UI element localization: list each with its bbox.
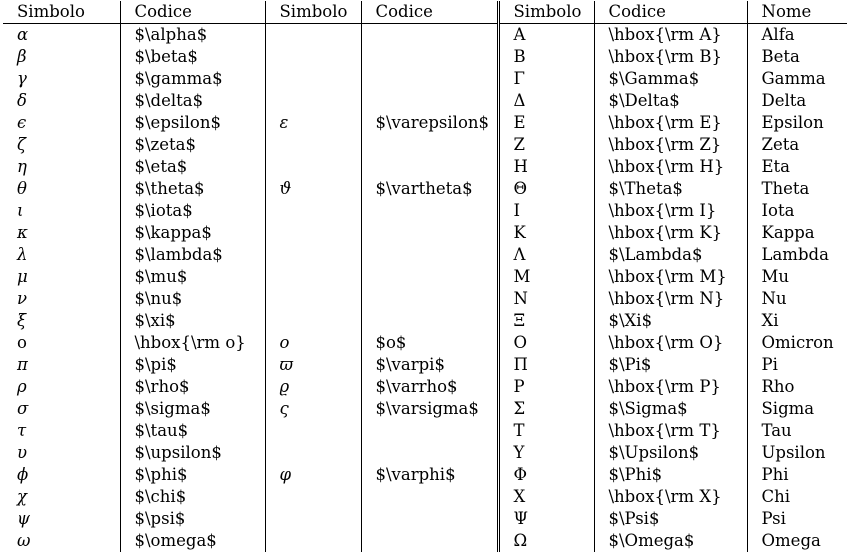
variant-code-cell — [361, 24, 498, 47]
lowercase-symbol-cell: λ — [17, 245, 28, 264]
letter-name-cell: Kappa — [747, 222, 847, 244]
uppercase-code-cell: $\Xi$ — [594, 310, 747, 332]
lowercase-symbol-cell: τ — [17, 421, 27, 440]
uppercase-code-cell: \hbox{\rm O} — [594, 332, 747, 354]
variant-code-cell — [361, 288, 498, 310]
variant-code-cell: $\varphi$ — [361, 464, 498, 486]
uppercase-code-cell: \hbox{\rm P} — [594, 376, 747, 398]
lowercase-symbol-cell: ϕ — [17, 465, 29, 484]
letter-name-cell: Tau — [747, 420, 847, 442]
uppercase-code-cell: $\Lambda$ — [594, 244, 747, 266]
variant-symbol-cell — [265, 530, 361, 552]
lowercase-code-cell: $\eta$ — [120, 156, 265, 178]
table-row — [3, 530, 847, 552]
lowercase-code-cell: $\kappa$ — [120, 222, 265, 244]
header-codice-variant: Codice — [361, 1, 498, 24]
letter-name-cell: Omega — [747, 530, 847, 552]
table-row — [3, 266, 847, 288]
table-row — [3, 222, 847, 244]
lowercase-symbol-cell: σ — [17, 399, 29, 418]
uppercase-symbol-cell: P — [498, 376, 594, 398]
greek-letters-table — [3, 1, 847, 552]
uppercase-code-cell: $\Sigma$ — [594, 398, 747, 420]
variant-symbol-cell — [265, 486, 361, 508]
variant-symbol-cell — [265, 310, 361, 332]
letter-name-cell: Beta — [747, 46, 847, 68]
variant-symbol-cell — [265, 90, 361, 112]
letter-name-cell: Rho — [747, 376, 847, 398]
letter-name-cell: Eta — [747, 156, 847, 178]
lowercase-code-cell: $\rho$ — [120, 376, 265, 398]
variant-symbol-cell: ϑ — [265, 178, 361, 200]
letter-name-cell: Mu — [747, 266, 847, 288]
variant-symbol-cell — [265, 24, 361, 47]
lowercase-symbol-cell: θ — [17, 179, 27, 198]
uppercase-symbol-cell: Ξ — [498, 310, 594, 332]
letter-name-cell: Upsilon — [747, 442, 847, 464]
lowercase-symbol-cell: β — [17, 47, 27, 66]
lowercase-code-cell: $\psi$ — [120, 508, 265, 530]
header-simbolo-uppercase: Simbolo — [498, 1, 594, 24]
uppercase-symbol-cell: H — [498, 156, 594, 178]
lowercase-code-cell: $\omega$ — [120, 530, 265, 552]
uppercase-code-cell: \hbox{\rm Z} — [594, 134, 747, 156]
table-row — [3, 68, 847, 90]
uppercase-symbol-cell: M — [498, 266, 594, 288]
lowercase-code-cell: $\upsilon$ — [120, 442, 265, 464]
uppercase-symbol-cell: Ω — [498, 530, 594, 552]
letter-name-cell: Lambda — [747, 244, 847, 266]
header-nome: Nome — [747, 1, 847, 24]
variant-code-cell — [361, 508, 498, 530]
table-row — [3, 46, 847, 68]
lowercase-symbol-cell: ψ — [17, 509, 30, 528]
letter-name-cell: Psi — [747, 508, 847, 530]
variant-code-cell: $\varpi$ — [361, 354, 498, 376]
variant-symbol-cell — [265, 46, 361, 68]
lowercase-code-cell: $\lambda$ — [120, 244, 265, 266]
lowercase-symbol-cell: ν — [17, 289, 28, 308]
variant-symbol-cell — [265, 266, 361, 288]
uppercase-symbol-cell: X — [498, 486, 594, 508]
letter-name-cell: Gamma — [747, 68, 847, 90]
lowercase-code-cell: $\epsilon$ — [120, 112, 265, 134]
letter-name-cell: Epsilon — [747, 112, 847, 134]
lowercase-symbol-cell: γ — [17, 69, 27, 88]
variant-code-cell: $\varsigma$ — [361, 398, 498, 420]
table-row — [3, 288, 847, 310]
table-row — [3, 464, 847, 486]
uppercase-symbol-cell: Υ — [498, 442, 594, 464]
table-row — [3, 442, 847, 464]
table-row — [3, 156, 847, 178]
variant-symbol-cell — [265, 156, 361, 178]
table-row — [3, 332, 847, 354]
letter-name-cell: Sigma — [747, 398, 847, 420]
variant-symbol-cell: ε — [265, 112, 361, 134]
uppercase-code-cell: $\Gamma$ — [594, 68, 747, 90]
lowercase-symbol-cell: υ — [17, 443, 28, 462]
letter-name-cell: Phi — [747, 464, 847, 486]
table-row — [3, 90, 847, 112]
variant-symbol-cell — [265, 508, 361, 530]
header-simbolo: Simbolo — [3, 1, 120, 24]
lowercase-symbol-cell: ω — [17, 531, 31, 550]
lowercase-code-cell: $\mu$ — [120, 266, 265, 288]
letter-name-cell: Pi — [747, 354, 847, 376]
lowercase-code-cell: $\delta$ — [120, 90, 265, 112]
lowercase-symbol-cell: ι — [17, 201, 24, 220]
uppercase-code-cell: \hbox{\rm H} — [594, 156, 747, 178]
lowercase-code-cell: $\nu$ — [120, 288, 265, 310]
variant-symbol-cell — [265, 244, 361, 266]
uppercase-code-cell: $\Omega$ — [594, 530, 747, 552]
uppercase-code-cell: $\Phi$ — [594, 464, 747, 486]
lowercase-symbol-cell: ϵ — [17, 113, 27, 132]
lowercase-code-cell: $\tau$ — [120, 420, 265, 442]
uppercase-code-cell: \hbox{\rm E} — [594, 112, 747, 134]
uppercase-symbol-cell: Ψ — [498, 508, 594, 530]
uppercase-symbol-cell: Z — [498, 134, 594, 156]
variant-symbol-cell — [265, 200, 361, 222]
table-row — [3, 244, 847, 266]
table-row — [3, 486, 847, 508]
uppercase-symbol-cell: E — [498, 112, 594, 134]
lowercase-code-cell: $\chi$ — [120, 486, 265, 508]
variant-code-cell — [361, 68, 498, 90]
variant-symbol-cell: ς — [265, 398, 361, 420]
lowercase-symbol-cell: μ — [17, 267, 28, 286]
lowercase-code-cell: $\theta$ — [120, 178, 265, 200]
variant-code-cell: $\varrho$ — [361, 376, 498, 398]
table-row — [3, 376, 847, 398]
letter-name-cell: Alfa — [747, 24, 847, 47]
table-row — [3, 134, 847, 156]
table-row — [3, 310, 847, 332]
lowercase-code-cell: \hbox{\rm o} — [120, 332, 265, 354]
header-simbolo-variant: Simbolo — [265, 1, 361, 24]
header-row — [3, 1, 847, 24]
letter-name-cell: Xi — [747, 310, 847, 332]
variant-code-cell — [361, 266, 498, 288]
uppercase-symbol-cell: Φ — [498, 464, 594, 486]
uppercase-code-cell: \hbox{\rm M} — [594, 266, 747, 288]
variant-symbol-cell — [265, 222, 361, 244]
variant-symbol-cell — [265, 420, 361, 442]
lowercase-symbol-cell: χ — [17, 487, 27, 506]
lowercase-symbol-cell: ζ — [17, 135, 26, 154]
lowercase-code-cell: $\gamma$ — [120, 68, 265, 90]
uppercase-symbol-cell: I — [498, 200, 594, 222]
header-codice: Codice — [120, 1, 265, 24]
uppercase-code-cell: $\Delta$ — [594, 90, 747, 112]
uppercase-symbol-cell: B — [498, 46, 594, 68]
letter-name-cell: Omicron — [747, 332, 847, 354]
table-row — [3, 508, 847, 530]
lowercase-code-cell: $\iota$ — [120, 200, 265, 222]
uppercase-symbol-cell: K — [498, 222, 594, 244]
lowercase-code-cell: $\xi$ — [120, 310, 265, 332]
variant-code-cell — [361, 90, 498, 112]
uppercase-symbol-cell: Γ — [498, 68, 594, 90]
lowercase-code-cell: $\phi$ — [120, 464, 265, 486]
uppercase-symbol-cell: N — [498, 288, 594, 310]
uppercase-code-cell: \hbox{\rm I} — [594, 200, 747, 222]
uppercase-code-cell: $\Pi$ — [594, 354, 747, 376]
variant-code-cell: $\vartheta$ — [361, 178, 498, 200]
letter-name-cell: Delta — [747, 90, 847, 112]
lowercase-symbol-cell: δ — [17, 91, 27, 110]
table-body — [3, 24, 847, 553]
uppercase-code-cell: \hbox{\rm K} — [594, 222, 747, 244]
letter-name-cell: Nu — [747, 288, 847, 310]
table-row — [3, 354, 847, 376]
variant-code-cell — [361, 486, 498, 508]
variant-code-cell — [361, 46, 498, 68]
uppercase-code-cell: \hbox{\rm A} — [594, 24, 747, 47]
uppercase-symbol-cell: Δ — [498, 90, 594, 112]
header-codice-uppercase: Codice — [594, 1, 747, 24]
variant-code-cell — [361, 420, 498, 442]
lowercase-code-cell: $\pi$ — [120, 354, 265, 376]
variant-code-cell — [361, 156, 498, 178]
variant-symbol-cell: ϖ — [265, 354, 361, 376]
uppercase-symbol-cell: Λ — [498, 244, 594, 266]
letter-name-cell: Iota — [747, 200, 847, 222]
table-row — [3, 112, 847, 134]
table-row — [3, 398, 847, 420]
table-row — [3, 178, 847, 200]
uppercase-code-cell: \hbox{\rm N} — [594, 288, 747, 310]
uppercase-code-cell: $\Theta$ — [594, 178, 747, 200]
lowercase-symbol-cell: α — [17, 25, 29, 44]
variant-code-cell — [361, 442, 498, 464]
variant-symbol-cell — [265, 442, 361, 464]
table-row — [3, 24, 847, 47]
table-row — [3, 420, 847, 442]
lowercase-code-cell: $\zeta$ — [120, 134, 265, 156]
variant-code-cell: $o$ — [361, 332, 498, 354]
uppercase-symbol-cell: A — [498, 24, 594, 47]
lowercase-symbol-cell: η — [17, 157, 27, 176]
variant-symbol-cell — [265, 134, 361, 156]
lowercase-symbol-cell: o — [17, 333, 27, 352]
uppercase-symbol-cell: T — [498, 420, 594, 442]
variant-code-cell — [361, 200, 498, 222]
letter-name-cell: Zeta — [747, 134, 847, 156]
table-header — [3, 1, 847, 24]
uppercase-symbol-cell: Π — [498, 354, 594, 376]
variant-symbol-cell: o — [265, 332, 361, 354]
uppercase-symbol-cell: Θ — [498, 178, 594, 200]
uppercase-symbol-cell: O — [498, 332, 594, 354]
variant-code-cell — [361, 134, 498, 156]
lowercase-code-cell: $\sigma$ — [120, 398, 265, 420]
table-row — [3, 200, 847, 222]
uppercase-symbol-cell: Σ — [498, 398, 594, 420]
variant-symbol-cell: φ — [265, 464, 361, 486]
variant-code-cell — [361, 222, 498, 244]
lowercase-symbol-cell: ξ — [17, 311, 27, 330]
uppercase-code-cell: \hbox{\rm X} — [594, 486, 747, 508]
letter-name-cell: Theta — [747, 178, 847, 200]
variant-code-cell: $\varepsilon$ — [361, 112, 498, 134]
variant-symbol-cell — [265, 288, 361, 310]
uppercase-code-cell: \hbox{\rm B} — [594, 46, 747, 68]
variant-symbol-cell: ϱ — [265, 376, 361, 398]
uppercase-code-cell: $\Upsilon$ — [594, 442, 747, 464]
variant-code-cell — [361, 244, 498, 266]
letter-name-cell: Chi — [747, 486, 847, 508]
lowercase-symbol-cell: κ — [17, 223, 28, 242]
lowercase-code-cell: $\alpha$ — [120, 24, 265, 47]
uppercase-code-cell: \hbox{\rm T} — [594, 420, 747, 442]
lowercase-symbol-cell: ρ — [17, 377, 27, 396]
lowercase-code-cell: $\beta$ — [120, 46, 265, 68]
variant-symbol-cell — [265, 68, 361, 90]
lowercase-symbol-cell: π — [17, 355, 28, 374]
variant-code-cell — [361, 530, 498, 552]
uppercase-code-cell: $\Psi$ — [594, 508, 747, 530]
variant-code-cell — [361, 310, 498, 332]
